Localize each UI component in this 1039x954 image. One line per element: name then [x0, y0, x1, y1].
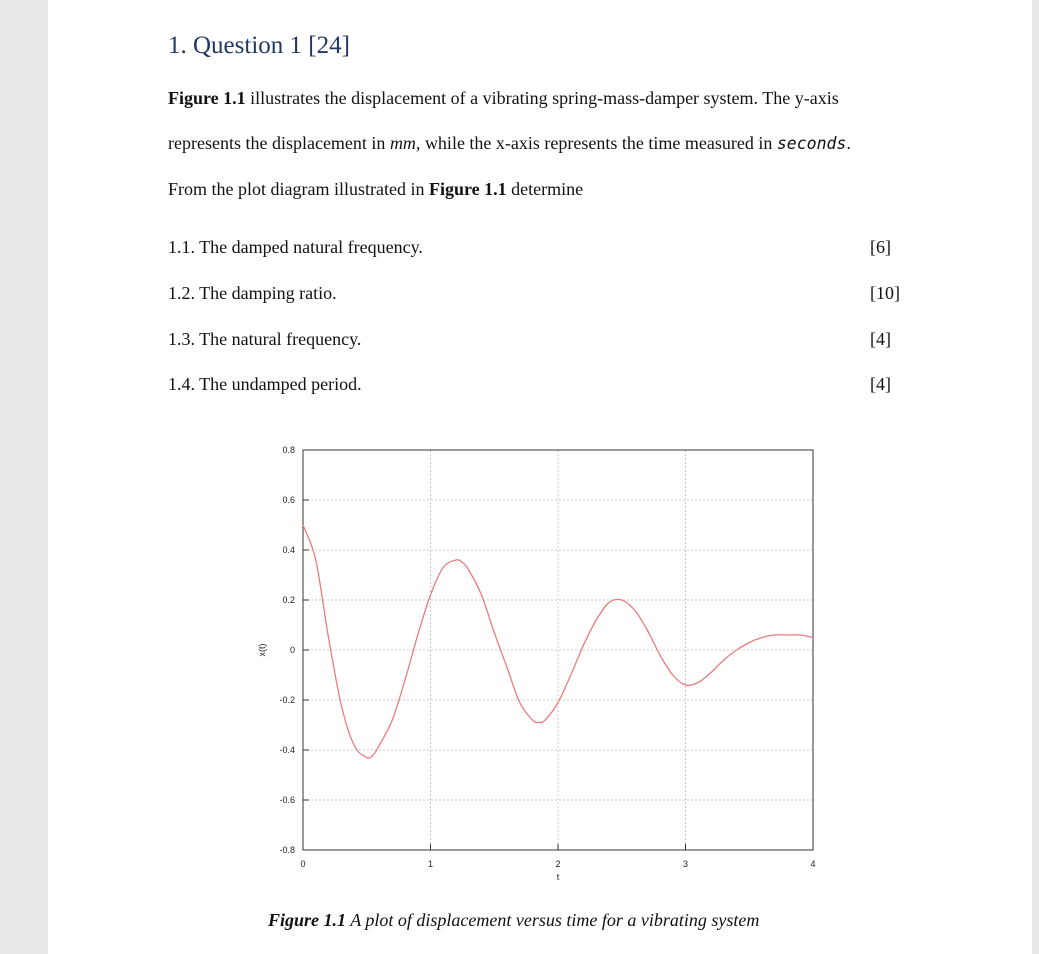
intro-line-3 — [168, 179, 583, 200]
marks-1-1: [6] — [870, 237, 891, 257]
y-tick-label: -0.8 — [279, 845, 295, 855]
intro-text: represents the displacement in — [168, 133, 390, 153]
y-tick-label: 0.4 — [282, 545, 295, 555]
question-heading: 1. Question 1 [24] — [168, 32, 350, 59]
x-tick-label: 2 — [555, 859, 561, 869]
x-tick-label: 4 — [810, 859, 816, 869]
figure-ref: Figure 1.1 — [168, 88, 246, 108]
intro-text: , while the x-axis represents the time measured in — [415, 133, 777, 153]
marks-1-4: [4] — [870, 374, 891, 394]
caption-label: Figure 1.1 — [268, 910, 347, 930]
intro-line-2 — [168, 133, 851, 154]
x-tick-label: 0 — [300, 859, 306, 869]
y-axis-label: x(t) — [257, 643, 267, 657]
intro-text: determine — [506, 179, 584, 199]
unit-mm: mm — [389, 133, 416, 153]
intro-line-1 — [168, 88, 839, 109]
intro-text: illustrates the displacement of a vibrating spring-mass-damper system. The y-axis — [245, 88, 839, 108]
y-tick-label: -0.6 — [279, 795, 295, 805]
x-tick-label: 1 — [427, 859, 434, 869]
question-1-1: 1.1. The damped natural frequency. — [168, 237, 423, 257]
y-tick-label: 0 — [289, 645, 295, 655]
figure-ref: Figure 1.1 — [428, 179, 507, 199]
y-tick-label: -0.2 — [279, 695, 295, 705]
x-tick-label: 3 — [682, 859, 689, 869]
intro-text: From the plot diagram illustrated in — [168, 179, 429, 199]
question-1-3: 1.3. The natural frequency. — [168, 329, 362, 349]
caption-text: A plot of displacement versus time for a vibrating system — [346, 910, 760, 930]
x-axis-label: t — [556, 872, 560, 882]
question-1-2: 1.2. The damping ratio. — [168, 283, 337, 303]
y-tick-label: 0.8 — [282, 445, 295, 455]
marks-1-2: [10] — [870, 283, 900, 303]
unit-seconds: seconds — [776, 134, 847, 153]
document-page — [48, 0, 1032, 954]
intro-text: . — [846, 133, 851, 153]
figure-caption — [268, 910, 759, 931]
y-tick-label: 0.2 — [282, 595, 295, 605]
y-tick-label: 0.6 — [282, 495, 295, 505]
question-1-4: 1.4. The undamped period. — [168, 374, 362, 394]
marks-1-3: [4] — [870, 329, 891, 349]
y-tick-label: -0.4 — [279, 745, 295, 755]
displacement-chart — [48, 430, 1032, 900]
